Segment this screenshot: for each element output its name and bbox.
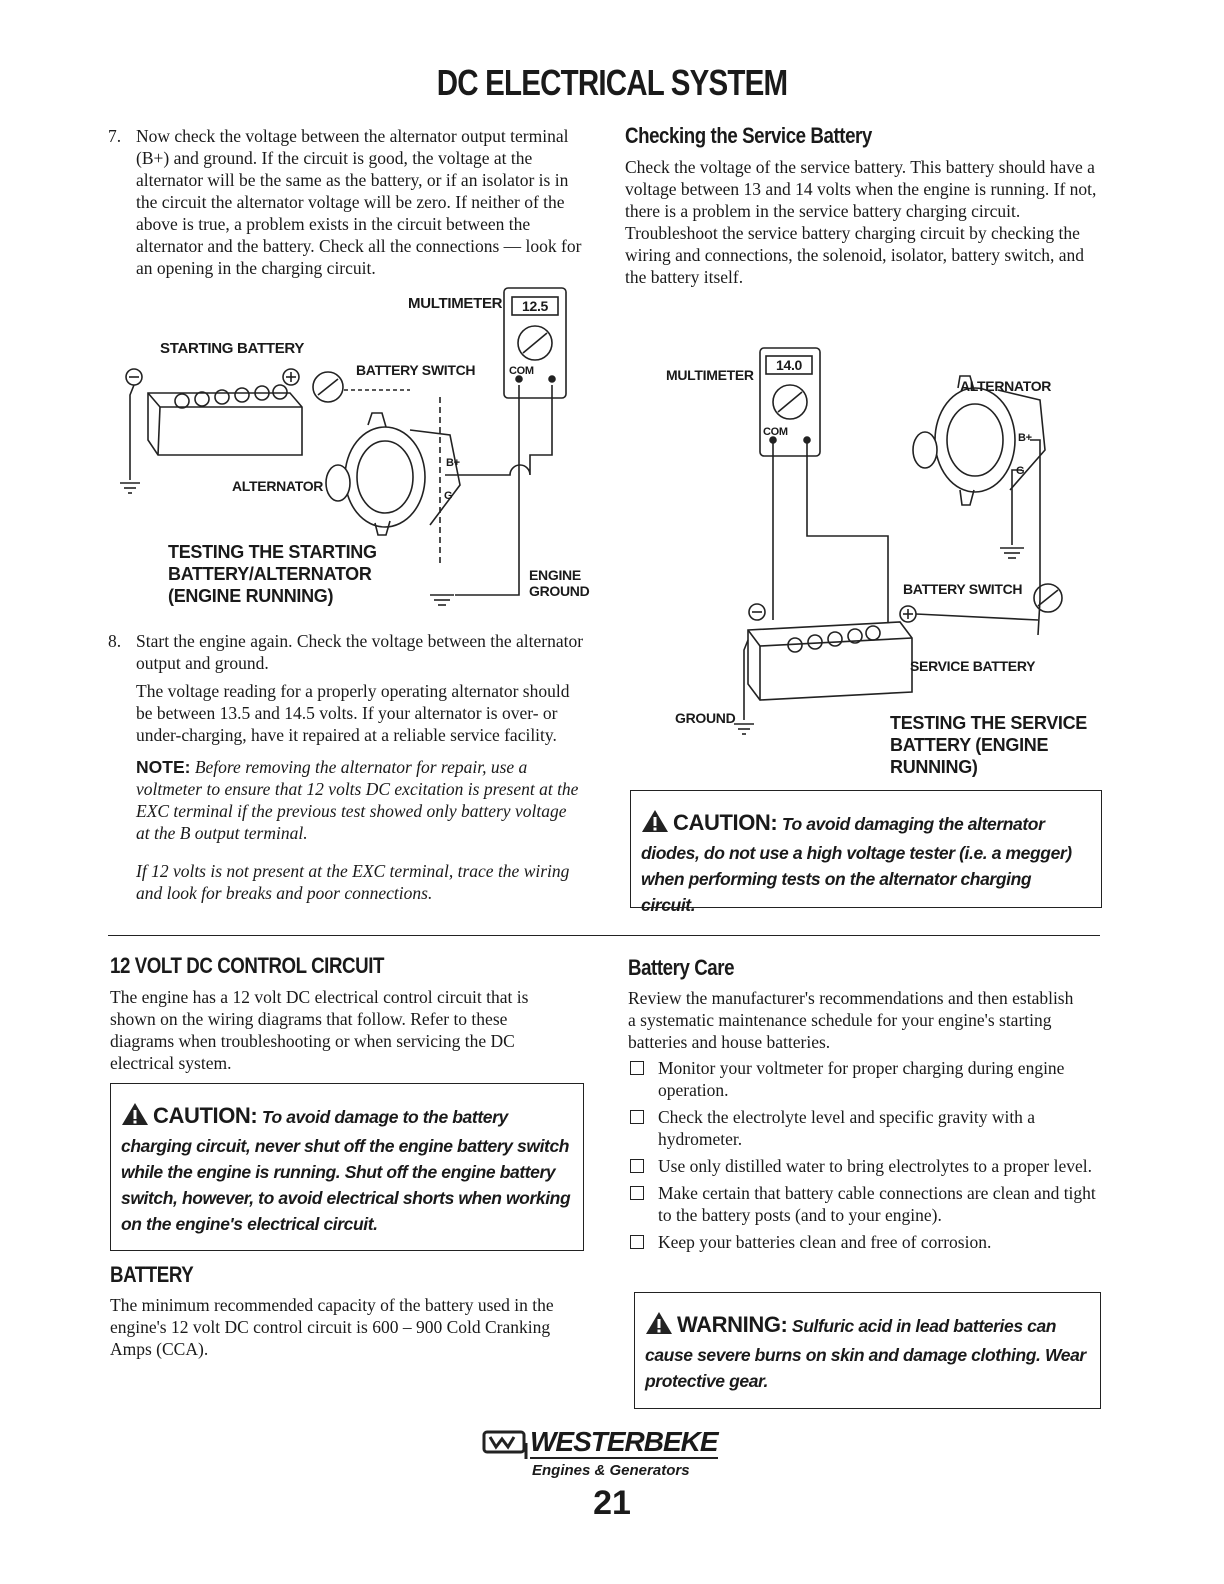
note-label: NOTE: bbox=[136, 757, 191, 777]
list-item bbox=[628, 1106, 1103, 1150]
brand-name: WESTERBEKE bbox=[530, 1426, 718, 1457]
diagram1-alternator-label: ALTERNATOR bbox=[232, 478, 324, 494]
diagram1-engine-label: ENGINE bbox=[529, 567, 581, 583]
diagram2-caption-line2: BATTERY (ENGINE RUNNING) bbox=[890, 735, 1049, 777]
list-item-text: Use only distilled water to bring electrolytes to a proper level. bbox=[658, 1156, 1092, 1176]
step-8 bbox=[108, 630, 584, 904]
step-8-text-2: The voltage reading for a properly operating alternator should be between 13.5 and 14.5 volts. If your alternator is over- or under-charging, have it repaired at a reliable service facility. bbox=[136, 681, 570, 745]
diagram2-com-label: COM bbox=[763, 426, 788, 438]
diagram2-multimeter-label: MULTIMETER bbox=[666, 367, 754, 383]
service-battery-heading: Checking the Service Battery bbox=[625, 123, 872, 148]
battery-care-heading: Battery Care bbox=[628, 955, 735, 980]
list-item bbox=[628, 1155, 1103, 1177]
step-8-text: Start the engine again. Check the voltage between the alternator output and ground. bbox=[136, 631, 584, 673]
diagram1-caption-line2: BATTERY/ALTERNATOR bbox=[168, 564, 372, 584]
battery-text: The minimum recommended capacity of the battery used in the engine's 12 volt DC control circuit is 600 – 900 Cold Cranking Amps (CCA). bbox=[110, 1295, 554, 1359]
diagram1-ground-label: GROUND bbox=[529, 583, 590, 599]
warning-triangle-icon bbox=[645, 1311, 673, 1342]
service-battery-text: Check the voltage of the service battery. This battery should have a voltage between 13 and 14 volts when the engine is running. If not, there is a problem in the service battery charging circuit. Troubleshoot the service battery charging circuit by checking the wiring and connections, the solenoid, isolator, battery switch, and the battery itself. bbox=[625, 157, 1097, 287]
diagram1-starting-battery-label: STARTING BATTERY bbox=[160, 340, 305, 357]
list-item bbox=[628, 1231, 1103, 1253]
diagram2-caption-line1: TESTING THE SERVICE bbox=[890, 713, 1088, 733]
caution-alternator-label: CAUTION: bbox=[673, 810, 778, 835]
diagram2-meter-reading: 14.0 bbox=[775, 357, 803, 373]
diagram1-com-label: COM bbox=[509, 365, 534, 377]
diagram1-bplus-label: B+ bbox=[446, 457, 460, 469]
step-8-number: 8. bbox=[108, 631, 122, 651]
diagram1-g-label: G bbox=[444, 490, 453, 502]
diagram2-alternator-label: ALTERNATOR bbox=[960, 378, 1052, 394]
list-item bbox=[628, 1182, 1103, 1226]
step-7-number: 7. bbox=[108, 126, 122, 146]
checkbox-icon bbox=[630, 1235, 644, 1249]
diagram2-g-label: G bbox=[1016, 465, 1025, 477]
list-item-text: Keep your batteries clean and free of corrosion. bbox=[658, 1232, 992, 1252]
step-7 bbox=[108, 125, 584, 279]
checkbox-icon bbox=[630, 1186, 644, 1200]
caution-battery-box bbox=[110, 1083, 584, 1251]
checkbox-icon bbox=[630, 1061, 644, 1075]
westerbeke-logo-icon bbox=[482, 1429, 530, 1459]
step-8-note bbox=[136, 756, 584, 844]
list-item bbox=[628, 1057, 1103, 1101]
list-item-text: Make certain that battery cable connections are clean and tight to the battery posts (and to your engine). bbox=[658, 1183, 1096, 1225]
diagram2-bplus-label: B+ bbox=[1018, 432, 1032, 444]
section-divider bbox=[108, 935, 1100, 936]
diagram2-caption bbox=[890, 712, 1120, 778]
diagram1-caption bbox=[168, 541, 377, 607]
diagram1-caption-line3: (ENGINE RUNNING) bbox=[168, 586, 334, 606]
note-text-2: If 12 volts is not present at the EXC terminal, trace the wiring and look for breaks and poor connections. bbox=[136, 861, 570, 903]
warning-text: Sulfuric acid in lead batteries can cause severe burns on skin and damage clothing. Wear protective gear. bbox=[645, 1316, 1086, 1391]
caution-battery-label: CAUTION: bbox=[153, 1103, 258, 1128]
control-circuit-text: The engine has a 12 volt DC electrical control circuit that is shown on the wiring diagrams that follow. Refer to these diagrams when troubleshooting or when servicing the DC electrical system. bbox=[110, 987, 529, 1073]
brand-subtitle: Engines & Generators bbox=[532, 1462, 690, 1479]
note-text: Before removing the alternator for repair, use a voltmeter to ensure that 12 volts DC excitation is present at the EXC terminal if the previous test showed only battery voltage at the B output terminal. bbox=[136, 757, 579, 843]
diagram2-service-battery-label: SERVICE BATTERY bbox=[910, 658, 1036, 674]
checkbox-icon bbox=[630, 1159, 644, 1173]
checkbox-icon bbox=[630, 1110, 644, 1124]
battery-heading: BATTERY bbox=[110, 1262, 194, 1287]
diagram2-ground-label: GROUND bbox=[675, 710, 736, 726]
diagram1-battery-switch-label: BATTERY SWITCH bbox=[356, 362, 476, 378]
battery-care-checklist bbox=[628, 1057, 1103, 1258]
caution-alternator-text: To avoid damaging the alternator diodes, do not use a high voltage tester (i.e. a megger) when performing tests on the alternator charging circuit. bbox=[641, 814, 1072, 915]
page-title: DC ELECTRICAL SYSTEM bbox=[436, 62, 788, 103]
diagram-service-battery bbox=[660, 340, 1120, 777]
battery-care-text: Review the manufacturer's recommendations and then establish a systematic maintenance schedule for your engine's starting batteries and house batteries. bbox=[628, 988, 1074, 1052]
page-number: 21 bbox=[593, 1484, 631, 1522]
diagram1-multimeter-label: MULTIMETER bbox=[408, 295, 503, 312]
diagram2-battery-switch-label: BATTERY SWITCH bbox=[903, 581, 1023, 597]
service-battery-diagram-graphic bbox=[660, 340, 1120, 760]
caution-battery-text: To avoid damage to the battery charging circuit, never shut off the engine battery switch while the engine is running. Shut off the engine battery switch, however, to avoid electrical shorts when working on the engine's electrical circuit. bbox=[121, 1107, 571, 1234]
caution-alternator-box bbox=[630, 790, 1102, 915]
warning-triangle-icon bbox=[121, 1102, 149, 1133]
warning-triangle-icon bbox=[641, 809, 669, 840]
diagram1-caption-line1: TESTING THE STARTING bbox=[168, 542, 377, 562]
step-7-text: Now check the voltage between the alternator output terminal (B+) and ground. If the circuit is good, the voltage at the alternator will be the same as the battery, or if an isolator is in the circuit the alternator voltage will be zero. If neither of the above is true, a problem exists in the circuit between the alternator and the battery. Check all the connections — look for an opening in the charging circuit. bbox=[136, 126, 582, 278]
warning-acid-box bbox=[634, 1292, 1101, 1409]
list-item-text: Check the electrolyte level and specific gravity with a hydrometer. bbox=[658, 1107, 1036, 1149]
diagram1-meter-reading: 12.5 bbox=[521, 298, 549, 314]
diagram-starting-battery bbox=[110, 285, 610, 615]
warning-label: WARNING: bbox=[677, 1312, 788, 1337]
control-circuit-heading: 12 VOLT DC CONTROL CIRCUIT bbox=[110, 953, 384, 978]
list-item-text: Monitor your voltmeter for proper charging during engine operation. bbox=[658, 1058, 1065, 1100]
diagram1-engine-ground-label bbox=[529, 567, 589, 599]
